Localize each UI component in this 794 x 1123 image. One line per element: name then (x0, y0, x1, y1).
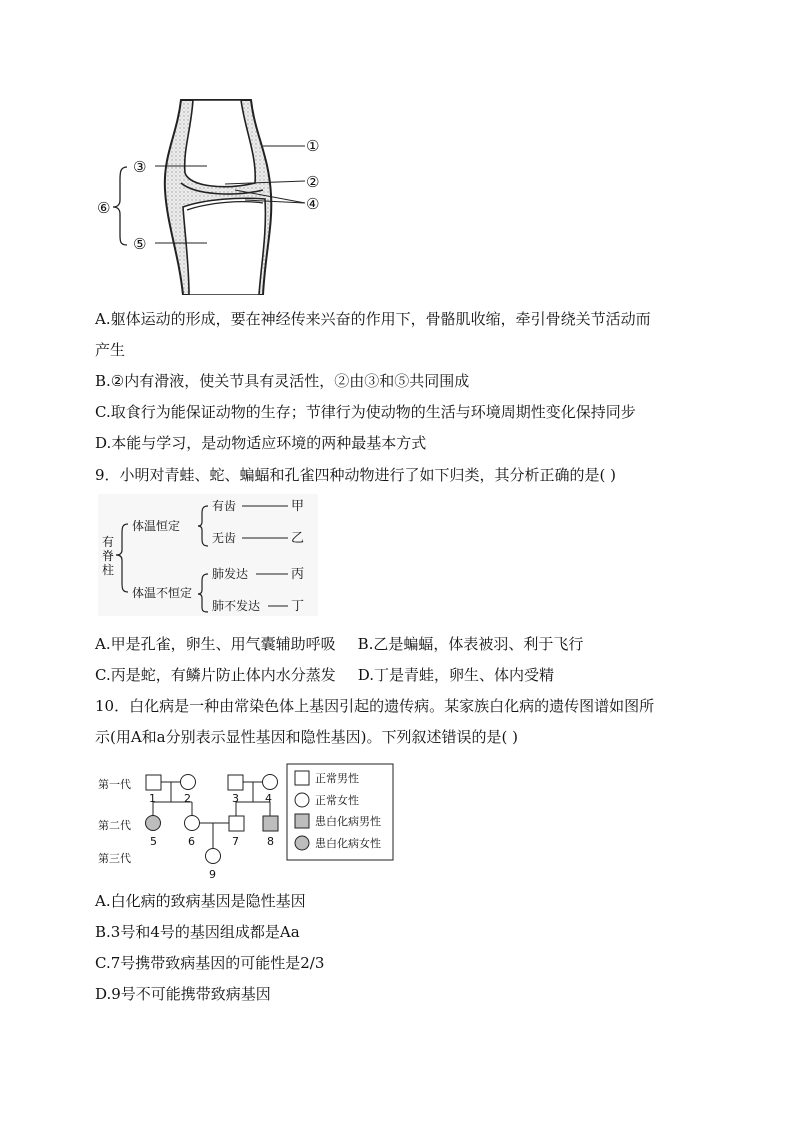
label-4: ④ (306, 195, 320, 213)
person-8 (263, 816, 278, 831)
tree-root-1: 有 (102, 535, 115, 549)
legend-affected-female: 患白化病女性 (315, 837, 381, 850)
tree-root-3: 柱 (102, 563, 115, 577)
person-7 (229, 816, 244, 831)
tree-leaf-4: 肺不发达 (212, 599, 261, 613)
q8-option-a-cont: 产生 (95, 341, 126, 359)
gen-label-1: 第一代 (98, 778, 131, 791)
person-3 (228, 775, 243, 790)
legend-normal-female: 正常女性 (315, 794, 359, 807)
joint-diagram (95, 95, 335, 295)
q9-option-b: B.乙是蝙蝠，体表被羽、利于飞行 (357, 635, 584, 653)
person-num-4: 4 (265, 792, 272, 805)
q10-stem-1: 10．白化病是一种由常染色体上基因引起的遗传病。某家族白化病的遗传图谱如图所 (95, 697, 655, 715)
q9-option-d: D.丁是青蛙，卵生、体内受精 (357, 666, 554, 684)
q10-option-a: A.白化病的致病基因是隐性基因 (95, 892, 306, 910)
tree-result-4: 丁 (291, 599, 305, 614)
tree-leaf-2: 无齿 (212, 531, 237, 545)
tree-result-3: 丙 (291, 567, 305, 582)
person-2 (181, 775, 196, 790)
q8-option-a: A.躯体运动的形成，要在神经传来兴奋的作用下，骨骼肌收缩，牵引骨绕关节活动而 (95, 310, 651, 328)
label-3: ③ (133, 158, 147, 176)
person-1 (146, 775, 161, 790)
person-4 (263, 775, 278, 790)
tree-branch-1: 体温恒定 (132, 519, 181, 533)
q8-option-b: B.②内有滑液，使关节具有灵活性，②由③和⑤共同围成 (95, 372, 470, 390)
pedigree-chart (95, 762, 395, 887)
label-6: ⑥ (97, 199, 111, 217)
person-num-5: 5 (150, 835, 157, 848)
person-num-6: 6 (188, 835, 195, 848)
person-num-8: 8 (267, 835, 274, 848)
person-num-3: 3 (232, 792, 239, 805)
label-5: ⑤ (133, 235, 147, 253)
person-6 (185, 816, 200, 831)
q8-option-d: D.本能与学习，是动物适应环境的两种最基本方式 (95, 434, 427, 452)
q9-option-c: C.丙是蛇，有鳞片防止体内水分蒸发 (95, 666, 336, 684)
person-5 (146, 816, 161, 831)
classification-tree (98, 494, 318, 616)
label-1: ① (306, 137, 320, 155)
q10-option-b: B.3号和4号的基因组成都是Aa (95, 923, 300, 941)
legend-affected-male: 患白化病男性 (315, 815, 381, 828)
person-9 (206, 849, 221, 864)
q9-options-cd (95, 665, 554, 685)
tree-leaf-3: 肺发达 (212, 567, 249, 581)
q10-option-c: C.7号携带致病基因的可能性是2/3 (95, 954, 325, 972)
legend-normal-male: 正常男性 (315, 772, 359, 785)
gen-label-2: 第二代 (98, 819, 131, 832)
person-num-7: 7 (232, 835, 239, 848)
tree-root-2: 脊 (102, 549, 115, 563)
q9-option-a: A.甲是孔雀，卵生、用气囊辅助呼吸 (95, 635, 336, 653)
tree-result-1: 甲 (291, 499, 305, 514)
label-2: ② (306, 173, 320, 191)
tree-branch-2: 体温不恒定 (132, 586, 193, 600)
q10-stem-2: 示(用A和a分别表示显性基因和隐性基因)。下列叙述错误的是( ) (95, 728, 518, 746)
gen-label-3: 第三代 (98, 852, 131, 865)
q9-stem: 9．小明对青蛙、蛇、蝙蝠和孔雀四种动物进行了如下归类，其分析正确的是( ) (95, 466, 617, 484)
q8-option-c: C.取食行为能保证动物的生存；节律行为使动物的生活与环境周期性变化保持同步 (95, 403, 636, 421)
person-num-1: 1 (149, 792, 156, 805)
q10-option-d: D.9号不可能携带致病基因 (95, 985, 271, 1003)
person-num-9: 9 (209, 868, 216, 881)
lower-bone (183, 198, 265, 295)
q9-options-ab (95, 634, 583, 654)
tree-result-2: 乙 (291, 531, 305, 546)
person-num-2: 2 (184, 792, 191, 805)
tree-leaf-1: 有齿 (212, 499, 237, 513)
